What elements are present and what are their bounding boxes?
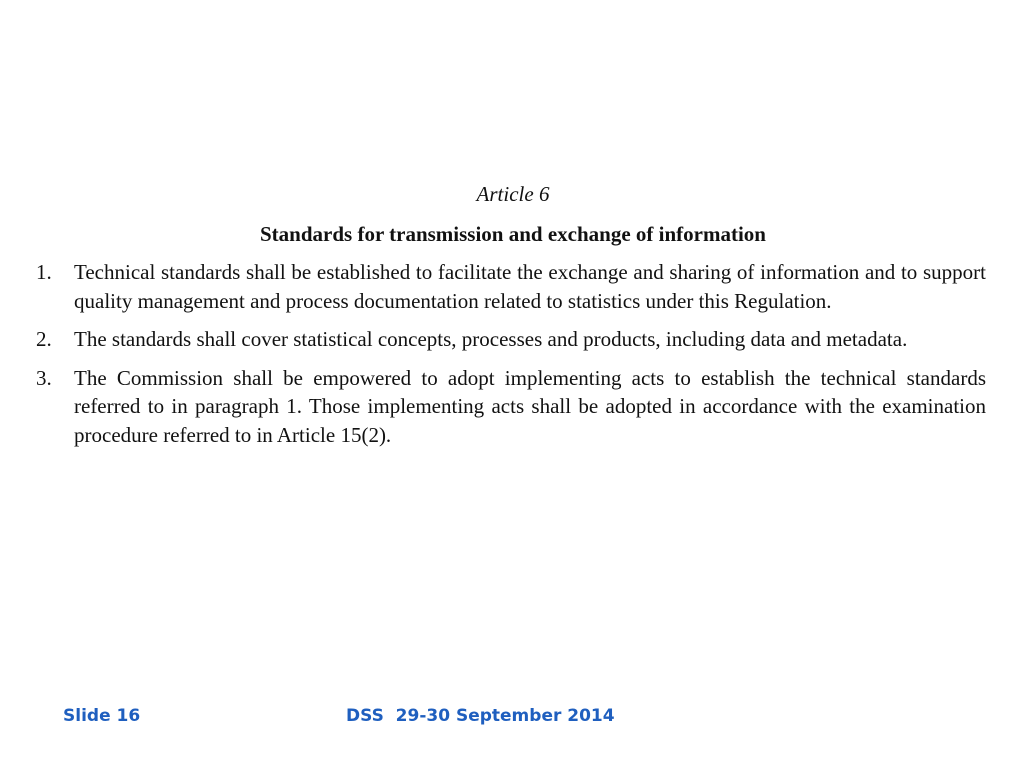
paragraph-3 (36, 364, 986, 450)
slide-number: Slide 16 (63, 706, 141, 726)
article-content (36, 180, 986, 459)
paragraph-2 (36, 325, 986, 354)
slide-footer (0, 704, 1024, 732)
paragraph-text: Technical standards shall be established to facilitate the exchange and sharing of information and to support quality management and process documentation related to statistics under this Regulation. (74, 260, 986, 313)
paragraph-number: 3. (36, 365, 52, 390)
article-number: Article 6 (476, 182, 550, 206)
event-date: DSS 29-30 September 2014 (346, 706, 615, 726)
article-title: Standards for transmission and exchange of information (260, 222, 766, 246)
paragraph-number: 2. (36, 327, 52, 351)
article-paragraphs (36, 258, 986, 449)
paragraph-text: The Commission shall be empowered to adopt implementing acts to establish the technical standards referred to in paragraph 1. Those implementing acts shall be adopted in accordance with the examination procedure referred to in Article 15(2). (74, 365, 986, 447)
paragraph-1 (36, 258, 986, 315)
paragraph-text: The standards shall cover statistical concepts, processes and products, including data and metadata. (74, 327, 908, 351)
paragraph-number: 1. (36, 260, 52, 284)
